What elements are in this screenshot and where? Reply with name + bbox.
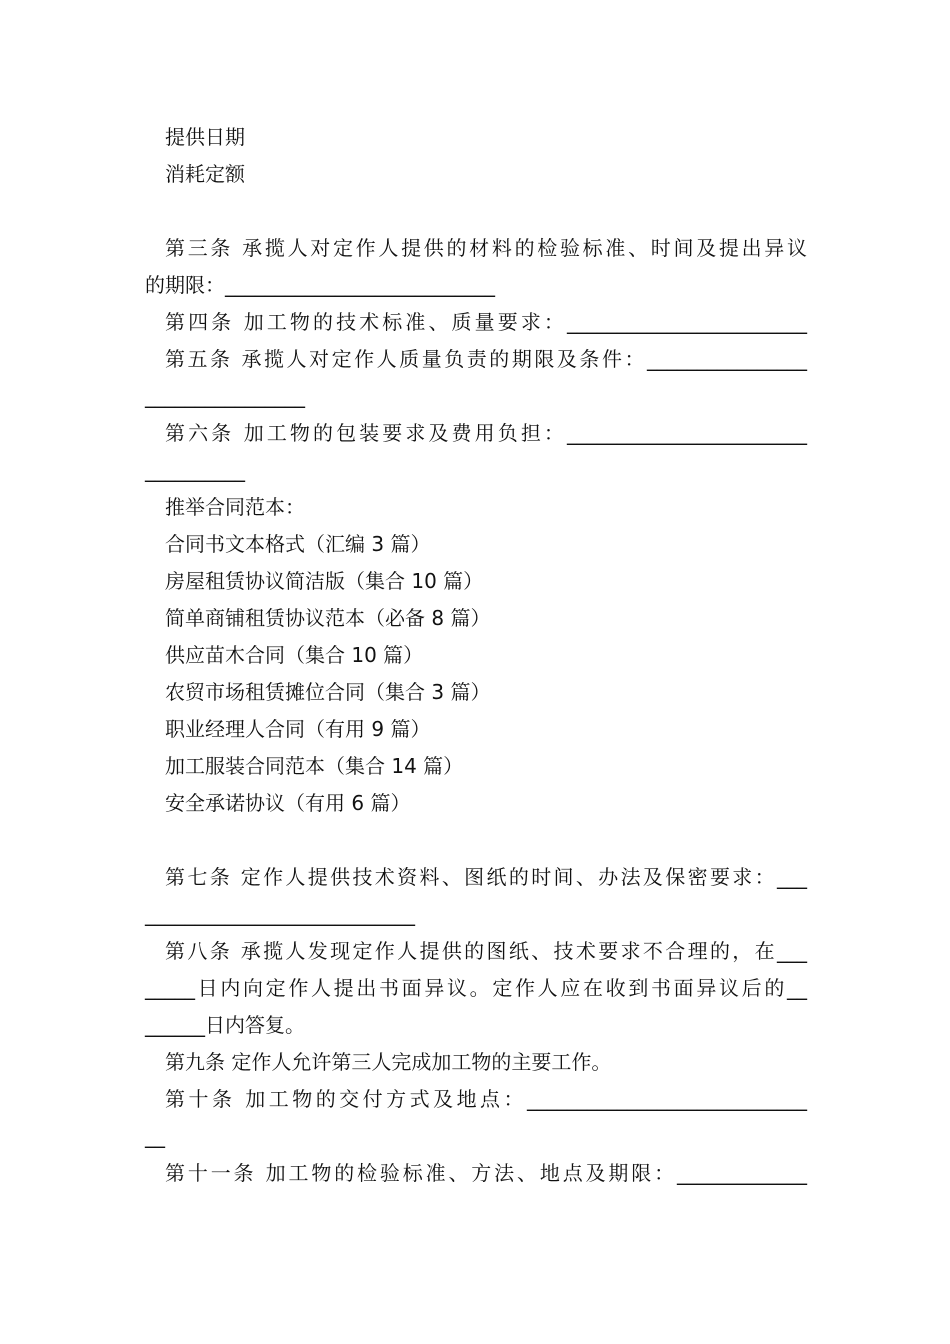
- template-link: 职业经理人合同（有用 9 篇）: [165, 717, 431, 741]
- clause-7-line-2: ___________________________: [145, 902, 415, 926]
- recommended-templates-heading: 推举合同范本：: [165, 495, 305, 519]
- clause-5-line-2: ________________: [145, 384, 305, 408]
- template-link: 简单商铺租赁协议范本（必备 8 篇）: [165, 606, 491, 630]
- clause-6-line-2: __________: [145, 458, 245, 482]
- clause-11-line-1: 第十一条 加工物的检验标准、方法、地点及期限：_____________: [165, 1161, 807, 1185]
- clause-5-line-1: 第五条 承揽人对定作人质量负责的期限及条件：________________: [165, 347, 807, 371]
- clause-10-line-2: __: [145, 1124, 165, 1148]
- clause-4: 第四条 加工物的技术标准、质量要求：________________________: [165, 310, 807, 334]
- clause-9: 第九条 定作人允许第三人完成加工物的主要工作。: [165, 1050, 612, 1074]
- template-link: 房屋租赁协议简洁版（集合 10 篇）: [165, 569, 484, 593]
- template-link: 供应苗木合同（集合 10 篇）: [165, 643, 424, 667]
- clause-8-line-3: ______日内答复。: [145, 1013, 305, 1037]
- clause-7-line-1: 第七条 定作人提供技术资料、图纸的时间、办法及保密要求：___: [165, 865, 807, 889]
- clause-3-line-2: 的期限：___________________________: [145, 273, 495, 297]
- template-link: 加工服装合同范本（集合 14 篇）: [165, 754, 464, 778]
- text-line-consumption-quota: 消耗定额: [165, 162, 245, 186]
- clause-8-line-2: _____日内向定作人提出书面异议。定作人应在收到书面异议后的__: [145, 976, 807, 1000]
- clause-8-line-1: 第八条 承揽人发现定作人提供的图纸、技术要求不合理的，在___: [165, 939, 807, 963]
- clause-10-line-1: 第十条 加工物的交付方式及地点：____________________________: [165, 1087, 807, 1111]
- text-line-supply-date: 提供日期: [165, 125, 245, 149]
- template-link: 合同书文本格式（汇编 3 篇）: [165, 532, 431, 556]
- template-link: 安全承诺协议（有用 6 篇）: [165, 791, 411, 815]
- clause-3-line-1: 第三条 承揽人对定作人提供的材料的检验标准、时间及提出异议: [165, 236, 807, 260]
- clause-6-line-1: 第六条 加工物的包装要求及费用负担：________________________: [165, 421, 807, 445]
- template-link: 农贸市场租赁摊位合同（集合 3 篇）: [165, 680, 491, 704]
